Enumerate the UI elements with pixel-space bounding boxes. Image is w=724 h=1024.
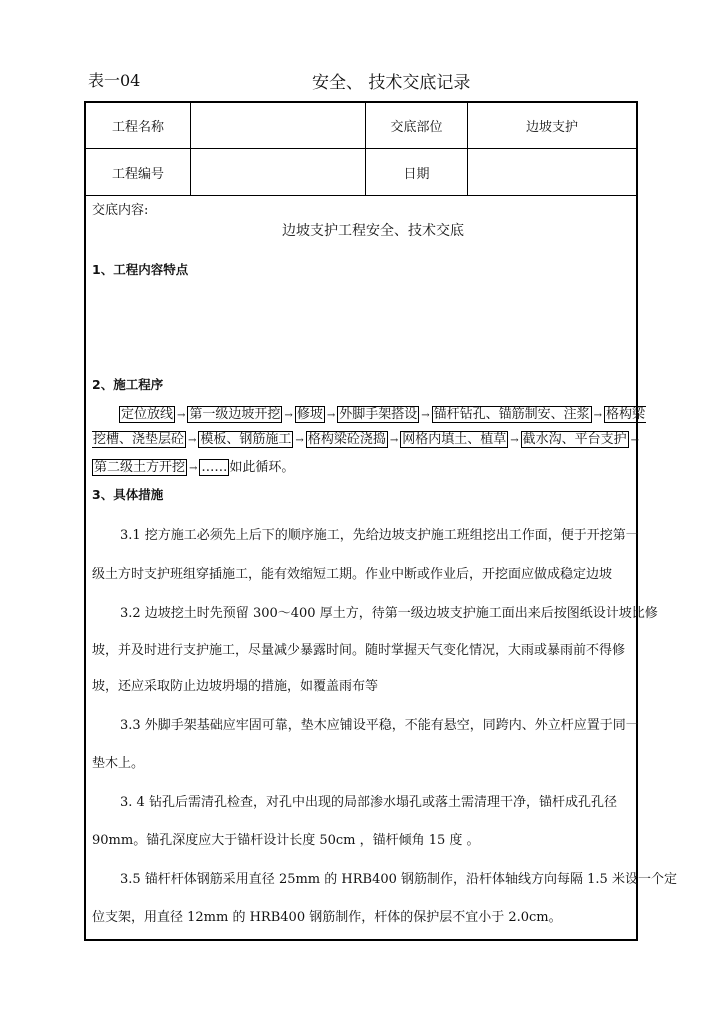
paragraph-line: 级土方时支护班组穿插施工，能有效缩短工期。作业中断或作业后，开挖面应做成稳定边坡 xyxy=(92,567,613,582)
paragraph-line: 3.3 外脚手架基础应牢固可靠，垫木应铺设平稳，不能有悬空，同跨内、外立杆应置于同一 xyxy=(120,718,639,733)
content-label: 交底内容: xyxy=(92,203,149,218)
arrow-right-icon: → xyxy=(177,410,186,421)
table-border-right xyxy=(636,101,638,941)
paragraph-line: 3.5 锚杆杆体钢筋采用直径 25mm 的 HRB400 钢筋制作，沿杆体轴线方向每隔 1.5 米设一个定 xyxy=(120,872,677,887)
flow-step: 第二级土方开挖 xyxy=(94,460,186,475)
date-label: 日期 xyxy=(403,166,430,182)
project-name-value[interactable] xyxy=(191,103,365,148)
paragraph-line: 坡，还应采取防止边坡坍塌的措施，如覆盖雨布等 xyxy=(92,679,379,694)
paragraph-line: 3.1 挖方施工必须先上后下的顺序施工，先给边坡支护施工班组挖出工作面，便于开挖第一 xyxy=(120,528,639,543)
flow-step: 截水沟、平台支护 xyxy=(522,432,627,447)
location-label: 交底部位 xyxy=(390,120,443,135)
flow-step: 格构梁 xyxy=(606,407,646,422)
arrow-right-icon: → xyxy=(389,435,399,446)
paragraph-line: 垫木上。 xyxy=(92,756,145,771)
flow-step: 模板、钢筋施工 xyxy=(200,432,292,447)
paragraph-line: 坡，并及时进行支护施工，尽量减少暴露时间。随时掌握天气变化情况，大雨或暴雨前不得修 xyxy=(92,643,626,658)
section-heading-3: 3、具体措施 xyxy=(92,487,164,502)
arrow-right-icon: → xyxy=(326,410,336,421)
arrow-right-icon: → xyxy=(421,410,430,421)
flow-step: 锚杆钻孔、锚筋制安、注浆 xyxy=(433,407,590,422)
arrow-right-icon: → xyxy=(510,435,519,446)
flow-step: 定位放线 xyxy=(121,407,174,422)
flow-step: …… xyxy=(201,460,228,475)
section-heading-2: 2、施工程序 xyxy=(92,377,164,392)
table-border-left xyxy=(84,101,86,941)
project-no-label: 工程编号 xyxy=(111,166,164,182)
paragraph-line: 3. 4 钻孔后需清孔检查，对孔中出现的局部渗水塌孔或落土需清理干净，锚杆成孔孔径 xyxy=(120,795,617,810)
form-number: 表一04 xyxy=(88,71,141,90)
arrow-right-icon: → xyxy=(188,435,197,446)
content-subtitle: 边坡支护工程安全、技术交底 xyxy=(282,223,464,239)
date-value[interactable] xyxy=(468,149,636,195)
paragraph-line: 3.2 边坡挖土时先预留 300～400 厚土方，待第一级边坡支护施工面出来后按图纸设计坡比修 xyxy=(120,606,658,621)
flow-line xyxy=(92,431,641,448)
section-heading-1: 1、工程内容特点 xyxy=(92,262,189,277)
flow-step: 挖槽、浇垫层砼 xyxy=(93,432,185,447)
arrow-right-icon: → xyxy=(189,463,198,474)
flow-step: 格构梁砼浇捣 xyxy=(307,432,386,447)
flow-step: 修坡 xyxy=(296,407,323,422)
arrow-right-icon: → xyxy=(630,435,640,446)
flow-step: 外脚手架搭设 xyxy=(339,407,418,422)
flow-line xyxy=(92,456,294,476)
project-name-label: 工程名称 xyxy=(111,120,164,135)
document-title: 安全、 技术交底记录 xyxy=(312,73,471,93)
arrow-right-icon: → xyxy=(284,410,293,421)
flow-line xyxy=(119,406,646,423)
flow-tail: 如此循环。 xyxy=(229,460,295,475)
paragraph-line: 90mm。锚孔深度应大于锚杆设计长度 50cm ，锚杆倾角 15 度 。 xyxy=(92,833,480,848)
flow-step: 网格内填土、植草 xyxy=(402,432,507,447)
arrow-right-icon: → xyxy=(593,410,603,421)
table-border-bottom xyxy=(84,939,638,941)
flow-step: 第一级边坡开挖 xyxy=(189,407,281,422)
row-divider xyxy=(85,195,637,196)
location-value[interactable]: 边坡支护 xyxy=(525,120,578,135)
arrow-right-icon: → xyxy=(295,435,304,446)
paragraph-line: 位支架，用直径 12mm 的 HRB400 钢筋制作，杆体的保护层不宜小于 2.0cm。 xyxy=(92,910,562,925)
project-no-value[interactable] xyxy=(191,149,365,195)
